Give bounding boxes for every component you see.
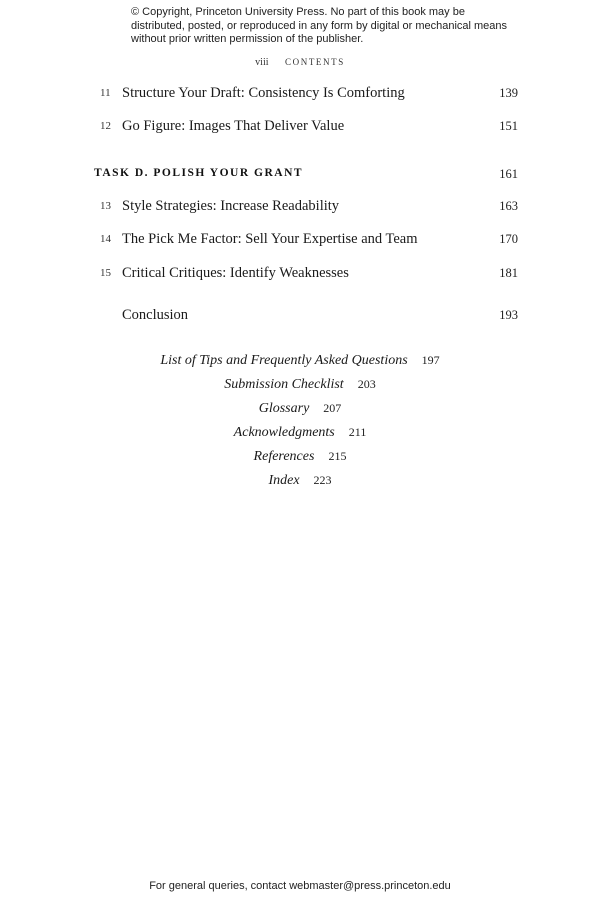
back-matter-page: 197 [421,353,440,367]
toc-entry-chapter-13 [94,198,518,218]
chapter-page: 163 [499,199,518,213]
back-matter-item [0,446,600,470]
back-matter-page: 207 [323,401,342,415]
toc-entry-chapter-12 [94,118,518,138]
chapter-page: 170 [499,232,518,246]
chapter-title: The Pick Me Factor: Sell Your Expertise and Team [122,231,418,247]
running-head-page-number: viii [255,57,269,68]
back-matter-title: Acknowledgments [233,425,335,440]
back-matter-page: 215 [328,449,347,463]
chapter-title: Critical Critiques: Identify Weaknesses [122,265,349,281]
back-matter-title: Glossary [258,401,310,416]
part-title: TASK D. POLISH YOUR GRANT [94,167,304,179]
copyright-notice: © Copyright, Princeton University Press. No part of this book may be distributed, posted, or reproduced in any form by digital or mechanical means without prior written permission of the publisher. [131,6,508,45]
back-matter-list [0,350,600,494]
chapter-number: 13 [100,200,111,212]
back-matter-title: List of Tips and Frequently Asked Questions [160,353,408,368]
back-matter-item [0,350,600,374]
toc-entry-chapter-15 [94,265,518,285]
running-head-section: CONTENTS [285,57,345,67]
chapter-number: 14 [100,233,111,245]
back-matter-item [0,470,600,494]
chapter-title: Style Strategies: Increase Readability [122,198,340,214]
back-matter-item [0,374,600,398]
back-matter-item [0,422,600,446]
back-matter-page: 223 [313,473,332,487]
conclusion-title: Conclusion [122,307,189,323]
chapter-page: 139 [499,86,518,100]
chapter-page: 181 [499,266,518,280]
chapter-number: 15 [100,267,111,279]
back-matter-page: 203 [357,377,376,391]
toc-entry-chapter-14 [94,231,518,251]
chapter-title: Go Figure: Images That Deliver Value [122,118,345,134]
footer-contact: For general queries, contact webmaster@press.princeton.edu [149,880,451,892]
chapter-number: 12 [100,120,111,132]
toc-part-heading [94,167,518,187]
back-matter-item [0,398,600,422]
back-matter-title: Index [268,473,300,488]
chapter-number: 11 [100,87,111,99]
back-matter-title: Submission Checklist [224,377,344,392]
toc-entry-chapter-11 [94,85,518,105]
back-matter-page: 211 [348,425,367,439]
running-head [0,57,600,68]
back-matter-title: References [253,449,315,464]
chapter-title: Structure Your Draft: Consistency Is Comforting [122,85,405,101]
part-page: 161 [499,167,518,181]
chapter-page: 151 [499,119,518,133]
conclusion-page: 193 [499,308,518,322]
toc-entry-conclusion [94,307,518,327]
